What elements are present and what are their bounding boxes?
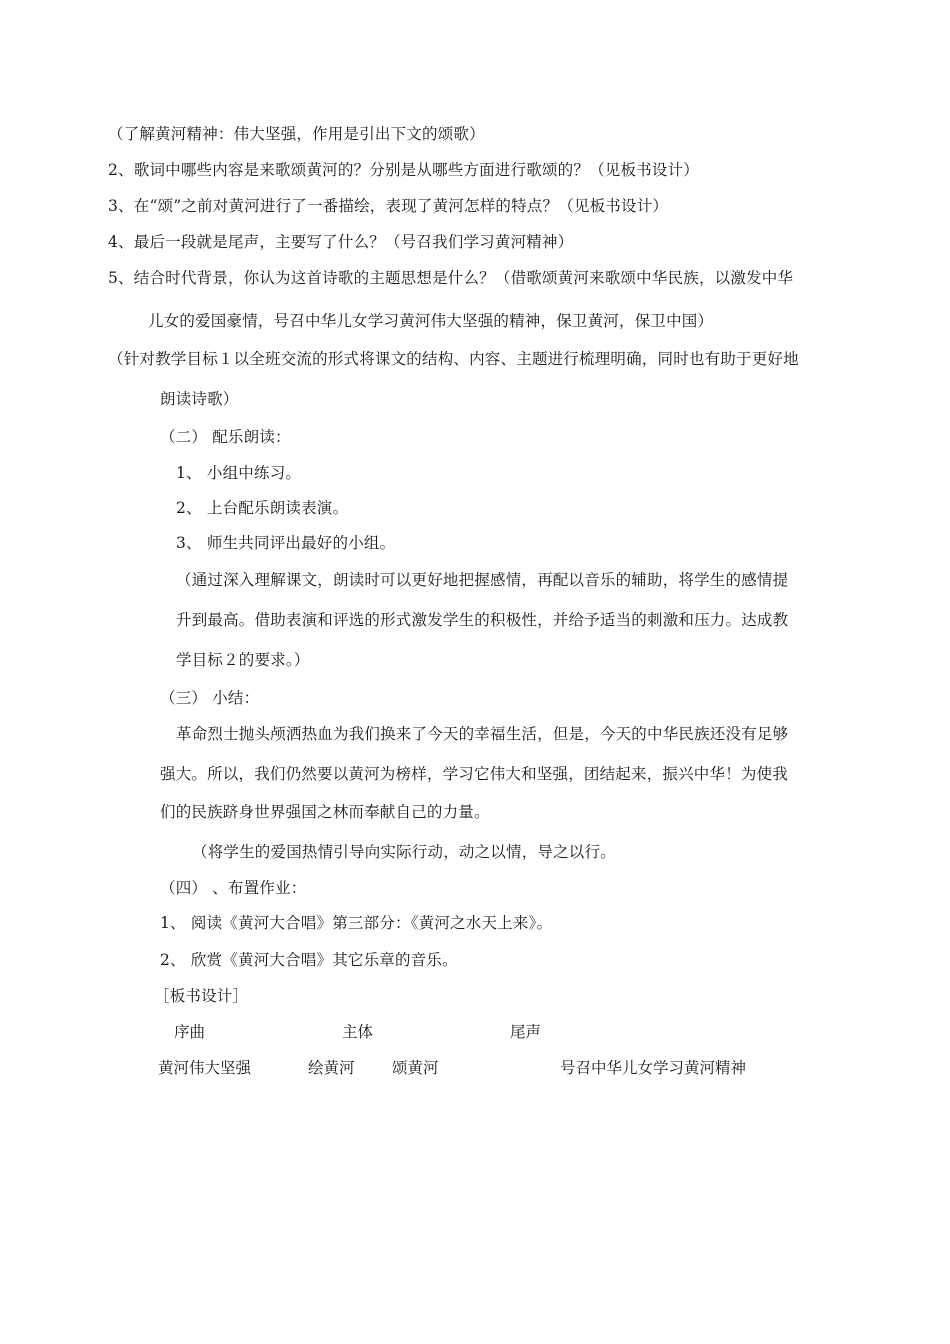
homework-item: 1、 阅读《黄河大合唱》第三部分：《黄河之水天上来》。 [160, 914, 553, 932]
question-3: 3、在“颂”之前对黄河进行了一番描绘，表现了黄河怎样的特点？（见板书设计） [108, 197, 669, 215]
board-cell: 颂黄河 [392, 1059, 439, 1077]
note-line: （将学生的爱国热情引导向实际行动，动之以情，导之以行。 [192, 843, 616, 861]
paragraph-line: 强大。所以，我们仍然要以黄河为榜样，学习它伟大和坚强，团结起来，振兴中华！为使我 [160, 765, 789, 783]
board-cell: 绘黄河 [308, 1059, 355, 1077]
section-heading-3: （三） 小结： [160, 689, 260, 707]
section-heading-2: （二） 配乐朗读： [160, 428, 291, 446]
question-2: 2、歌词中哪些内容是来歌颂黄河的？分别是从哪些方面进行歌颂的？（见板书设计） [108, 161, 699, 179]
board-header-body: 主体 [342, 1023, 374, 1041]
homework-item: 2、 欣赏《黄河大合唱》其它乐章的音乐。 [160, 951, 458, 969]
board-header-epilogue: 尾声 [510, 1023, 542, 1041]
paragraph-line: 革命烈士抛头颅洒热血为我们换来了今天的幸福生活，但是，今天的中华民族还没有足够 [176, 725, 789, 743]
board-design-heading: ［板书设计］ [154, 987, 249, 1005]
question-5: 5、结合时代背景，你认为这首诗歌的主题思想是什么？（借歌颂黄河来歌颂中华民族，以激发中华 [108, 269, 794, 287]
note-line: 升到最高。借助表演和评选的形式激发学生的积极性，并给予适当的刺激和压力。达成教 [176, 611, 789, 629]
note-line-cont: 朗读诗歌） [160, 390, 239, 408]
board-header-prelude: 序曲 [174, 1023, 206, 1041]
list-item: 1、 小组中练习。 [176, 464, 302, 482]
question-5-cont: 儿女的爱国豪情，号召中华儿女学习黄河伟大坚强的精神，保卫黄河，保卫中国） [148, 312, 714, 330]
note-line: 学目标２的要求。） [176, 651, 310, 669]
board-cell: 号召中华儿女学习黄河精神 [560, 1059, 747, 1077]
section-heading-4: （四） 、布置作业： [160, 879, 307, 897]
board-cell: 黄河伟大坚强 [158, 1059, 252, 1077]
question-4: 4、最后一段就是尾声，主要写了什么？（号召我们学习黄河精神） [108, 233, 574, 251]
list-item: 3、 师生共同评出最好的小组。 [176, 534, 396, 552]
note-line: （针对教学目标１以全班交流的形式将课文的结构、内容、主题进行梳理明确，同时也有助于更好地 [108, 350, 799, 368]
list-item: 2、 上台配乐朗读表演。 [176, 499, 349, 517]
paragraph-line: 们的民族跻身世界强国之林而奉献自己的力量。 [160, 803, 490, 821]
text-line: （了解黄河精神：伟大坚强，作用是引出下文的颂歌） [108, 125, 485, 143]
note-line: （通过深入理解课文，朗读时可以更好地把握感情，再配以音乐的辅助，将学生的感情提 [176, 571, 789, 589]
